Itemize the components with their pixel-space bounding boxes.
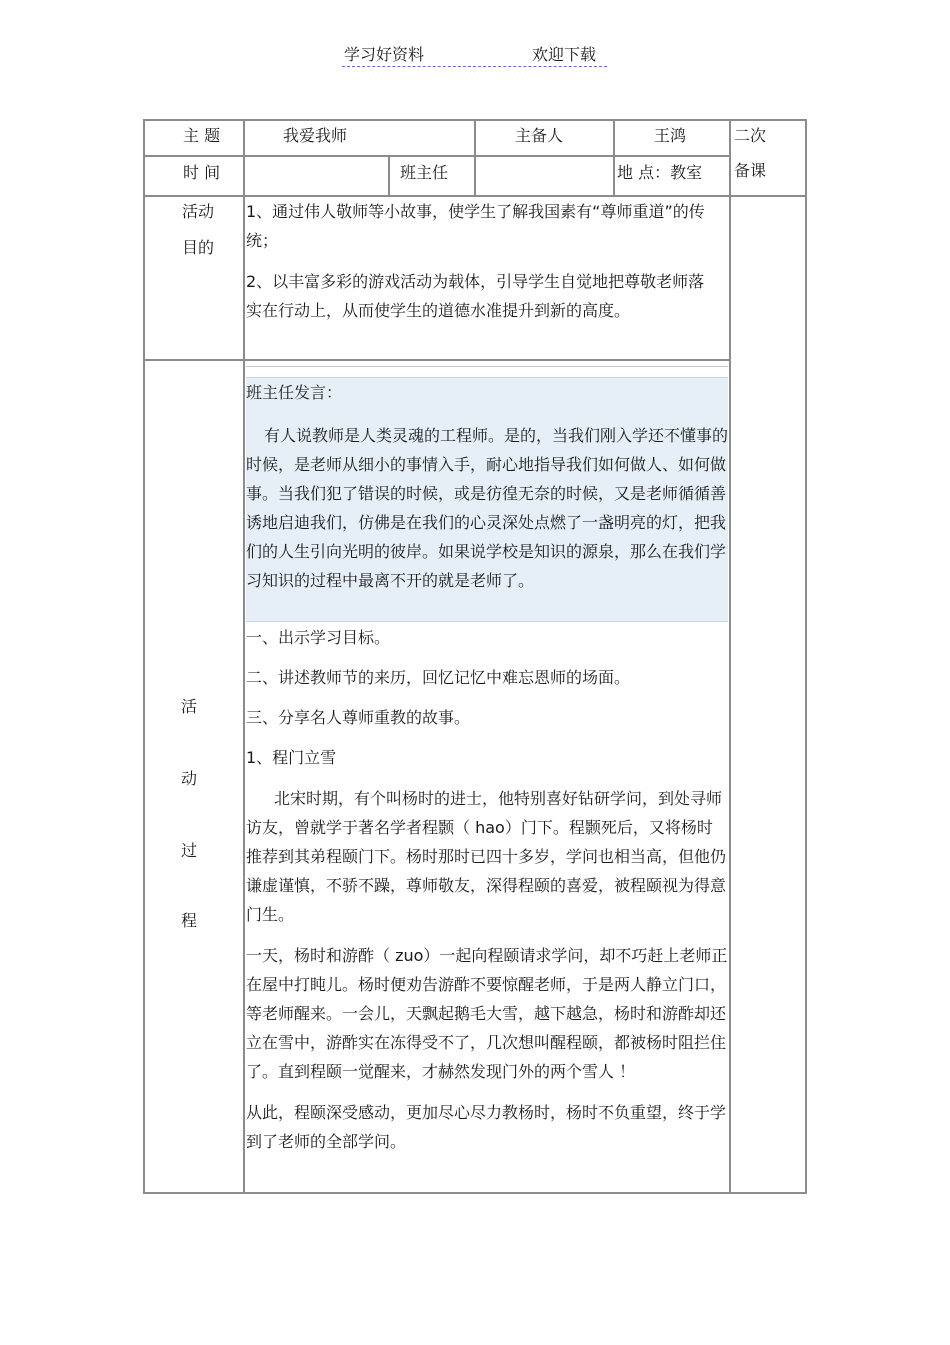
- process-label-char: 活: [181, 697, 198, 716]
- story-title: 1、程门立雪: [246, 748, 337, 767]
- row-divider-3: [145, 359, 731, 361]
- step-1: 一、出示学习目标。: [246, 628, 391, 647]
- col-divider-side: [729, 121, 731, 1192]
- side-note-1: 二次: [734, 126, 767, 145]
- page-header: [342, 40, 607, 67]
- col-divider-teacher: [388, 157, 390, 195]
- process-label-char: 程: [181, 911, 198, 930]
- col-divider-preparer: [474, 121, 476, 195]
- purpose-list: [246, 197, 716, 337]
- story-paragraph-1: 北宋时期，有个叫杨时的进士，他特别喜好钻研学问，到处寻师访友，曾就学于著名学者程颢（ hao）门下。程颢死后，又将杨时推荐到其弟程颐门下。杨时那时已四十多岁，学问也相当高，但他仍谦虚谨慎，不骄不躁，尊师敬友，深得程颐的喜爱，被程颐视为得意门生。: [246, 789, 727, 924]
- location: 地 点：教室: [617, 163, 703, 182]
- story-paragraph-2: 一天，杨时和游酢（ zuo）一起向程颐请求学问，却不巧赶上老师正在屋中打盹儿。杨时便劝告游酢不要惊醒老师，于是两人静立门口，等老师醒来。一会儿，天飘起鹅毛大雪，越下越急，杨时和游酢却还立在雪中，游酢实在冻得受不了，几次想叫醒程颐，都被杨时阻拦住了。直到程颐一觉醒来，才赫然发现门外的两个雪人 ！: [246, 946, 728, 1081]
- process-top-rule: [246, 366, 728, 367]
- teacher-label: 班主任: [400, 163, 449, 182]
- col-divider-label: [243, 121, 245, 1192]
- process-label-char: 过: [181, 841, 198, 860]
- row-divider-1: [145, 155, 731, 157]
- process-label-char: 动: [181, 769, 198, 788]
- preparer-label: 主备人: [515, 126, 564, 145]
- time-label: 时 间: [183, 163, 221, 182]
- header-right-text: 欢迎下载: [532, 45, 597, 64]
- preparer-value: 王鸿: [654, 126, 687, 145]
- process-steps: [246, 623, 728, 1156]
- header-left-text: 学习好资料: [344, 45, 425, 64]
- speech-body: 有人说教师是人类灵魂的工程师。是的，当我们刚入学还不懂事的时候，是老师从细小的事情入手，耐心地指导我们如何做人、如何做事。当我们犯了错误的时候，或是彷徨无奈的时候，又是老师循循善诱地启迪我们，仿佛是在我们的心灵深处点燃了一盏明亮的灯，把我们的人生引向光明的彼岸。如果说学校是知识的源泉，那么在我们学习知识的过程中最离不开的就是老师了。: [246, 426, 729, 590]
- speech-title: 班主任发言：: [246, 383, 343, 402]
- purpose-label-2: 目的: [182, 238, 215, 257]
- side-note-2: 备课: [734, 161, 767, 180]
- step-3: 三、分享名人尊师重教的故事。: [246, 708, 471, 727]
- col-divider-preparer-value: [613, 121, 615, 195]
- purpose-item: 1、通过伟人敬师等小故事，使学生了解我国素有“尊师重道”的传统；: [246, 202, 705, 250]
- subject-label: 主 题: [183, 126, 221, 145]
- speech-block: [246, 378, 728, 595]
- purpose-label-1: 活动: [182, 202, 215, 221]
- subject-value: 我爱我师: [283, 126, 348, 145]
- story-paragraph-3: 从此，程颐深受感动，更加尽心尽力教杨时，杨时不负重望，终于学到了老师的全部学问。: [246, 1103, 727, 1151]
- step-2: 二、讲述教师节的来历，回忆记忆中难忘恩师的场面。: [246, 668, 631, 687]
- purpose-item: 2、以丰富多彩的游戏活动为载体，引导学生自觉地把尊敬老师落实在行动上，从而使学生的道德水准提升到新的高度。: [246, 272, 705, 320]
